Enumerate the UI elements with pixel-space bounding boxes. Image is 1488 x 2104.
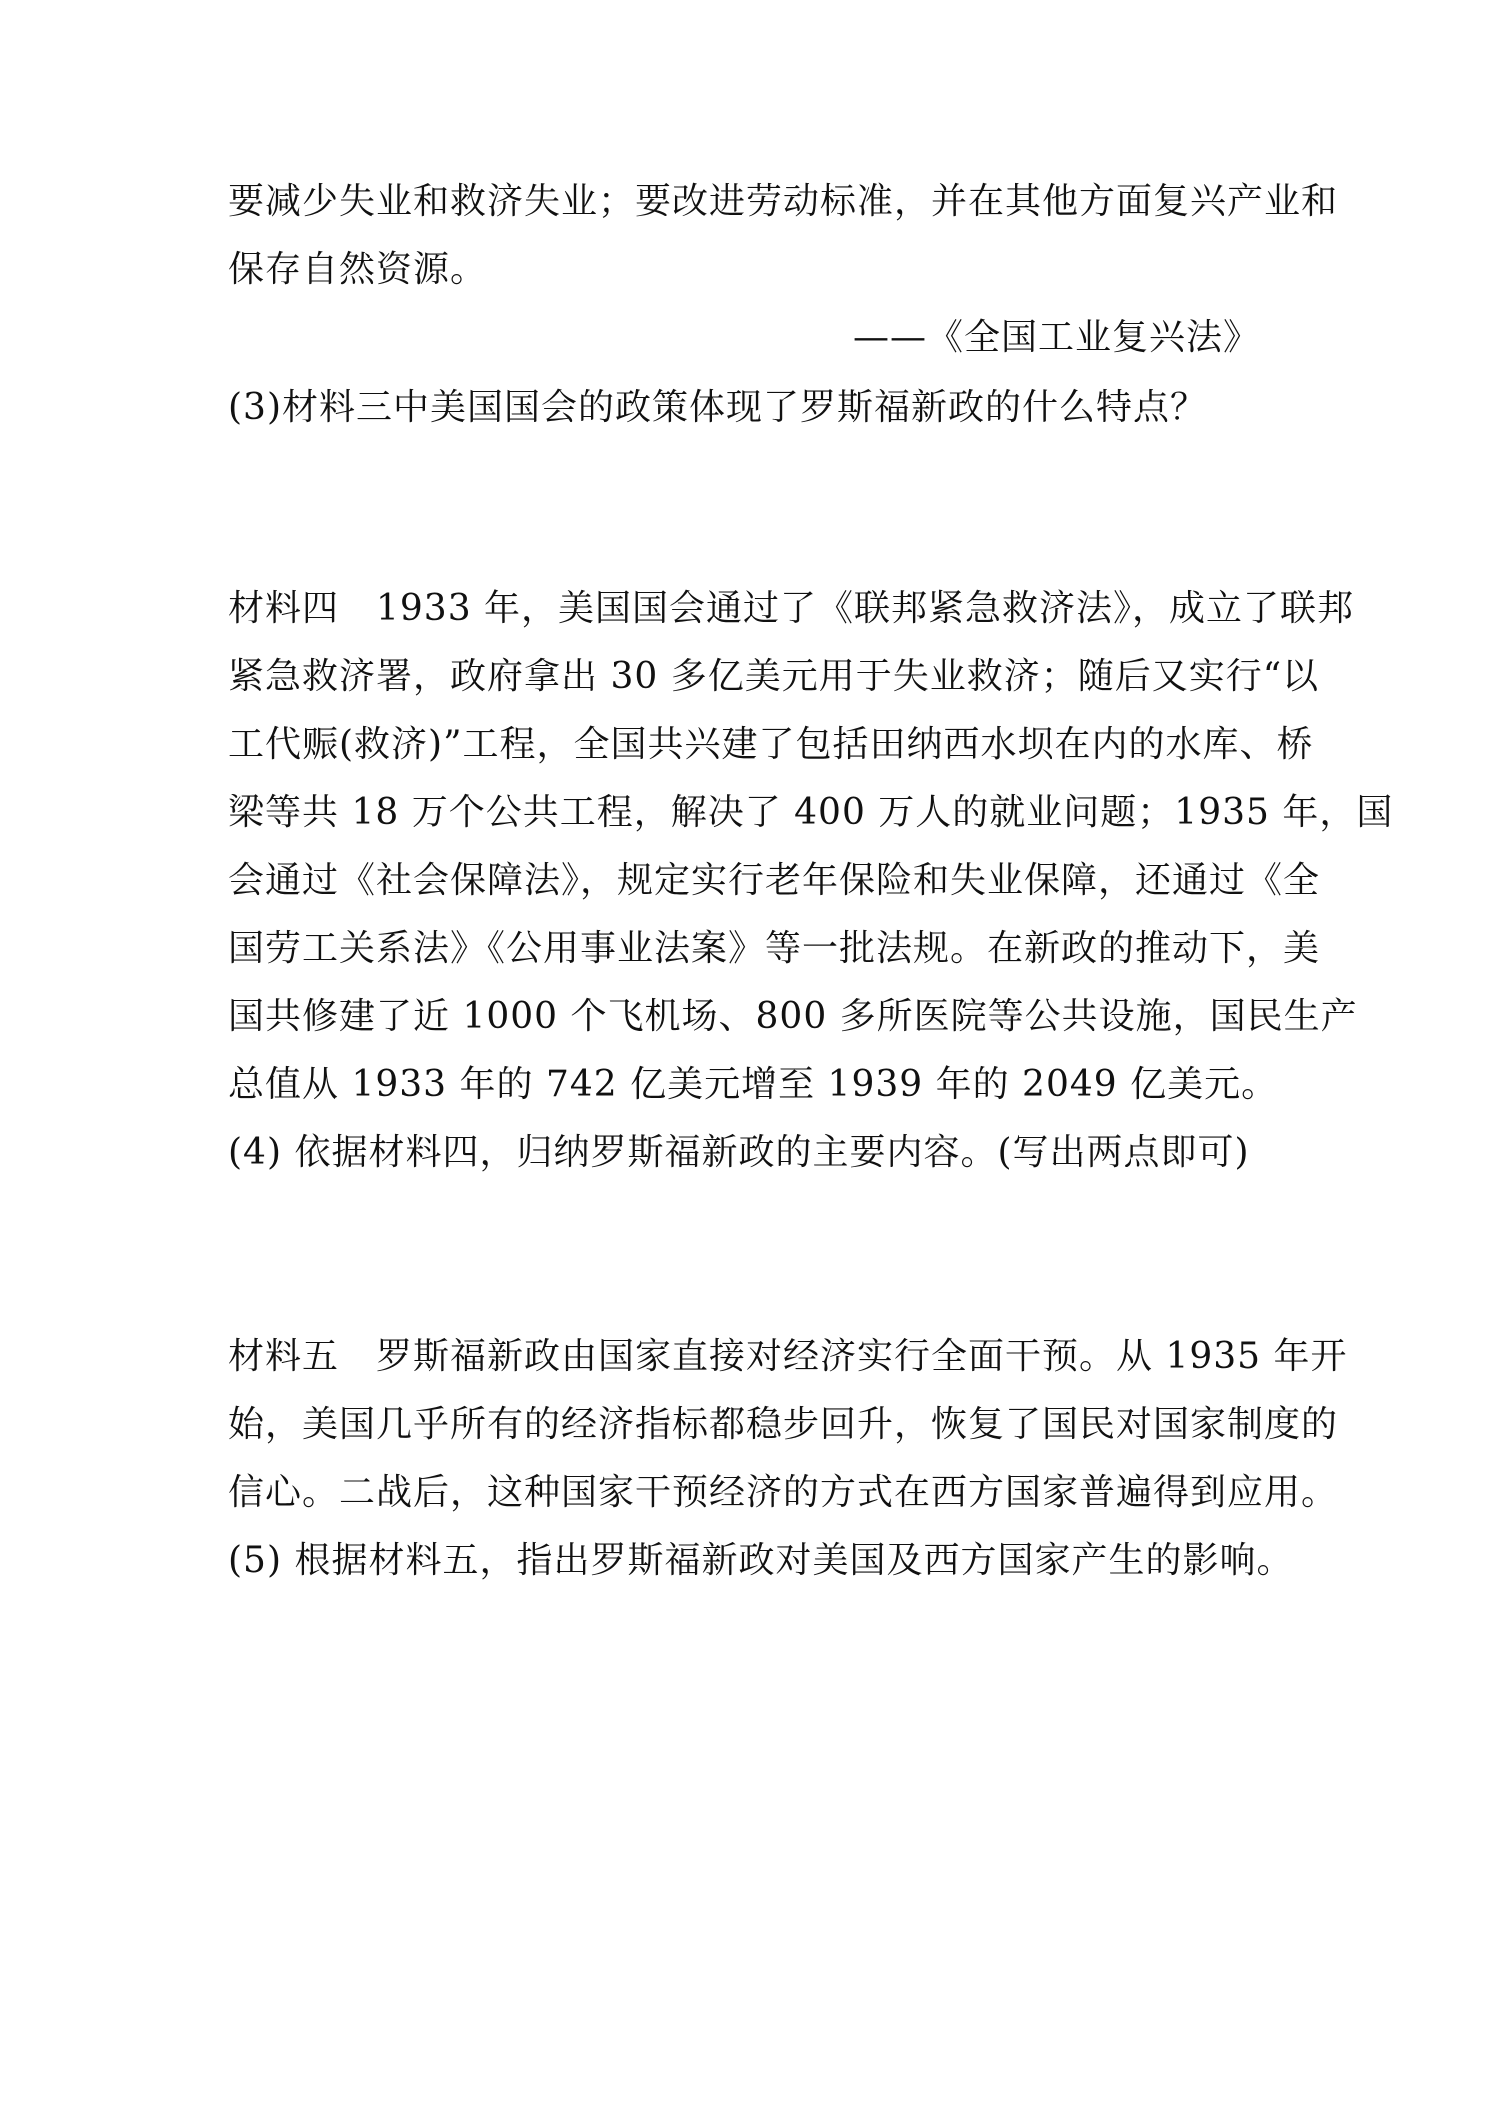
source-citation: ——《全国工业复兴法》 xyxy=(852,317,1260,358)
material-4-line-3: 工代赈(救济)”工程，全国共兴建了包括田纳西水坝在内的水库、桥 xyxy=(228,724,1314,765)
question-5: (5) 根据材料五，指出罗斯福新政对美国及西方国家产生的影响。 xyxy=(228,1540,1294,1581)
material-4-line-8: 总值从 1933 年的 742 亿美元增至 1939 年的 2049 亿美元。 xyxy=(228,1064,1279,1105)
material-4-line-6: 国劳工关系法》《公用事业法案》等一批法规。在新政的推动下，美 xyxy=(228,928,1321,969)
material-4-line-2: 紧急救济署，政府拿出 30 多亿美元用于失业救济；随后又实行“以 xyxy=(228,656,1320,697)
question-3: (3)材料三中美国国会的政策体现了罗斯福新政的什么特点？ xyxy=(228,387,1207,428)
question-4: (4) 依据材料四，归纳罗斯福新政的主要内容。(写出两点即可) xyxy=(228,1132,1250,1173)
material-4-line-1: 材料四 1933 年，美国国会通过了《联邦紧急救济法》，成立了联邦 xyxy=(228,588,1355,629)
material-4-line-7: 国共修建了近 1000 个飞机场、800 多所医院等公共设施，国民生产 xyxy=(228,996,1358,1037)
text-line-continuation-1: 要减少失业和救济失业；要改进劳动标准，并在其他方面复兴产业和 xyxy=(228,181,1339,222)
text-line-continuation-2: 保存自然资源。 xyxy=(228,249,488,290)
material-5-line-3: 信心。二战后，这种国家干预经济的方式在西方国家普遍得到应用。 xyxy=(228,1472,1339,1513)
material-5-line-1: 材料五 罗斯福新政由国家直接对经济实行全面干预。从 1935 年开 xyxy=(228,1336,1348,1377)
material-5-line-2: 始，美国几乎所有的经济指标都稳步回升，恢复了国民对国家制度的 xyxy=(228,1404,1339,1445)
material-4-line-4: 梁等共 18 万个公共工程，解决了 400 万人的就业问题；1935 年，国 xyxy=(228,792,1394,833)
material-4-line-5: 会通过《社会保障法》，规定实行老年保险和失业保障，还通过《全 xyxy=(228,860,1321,901)
